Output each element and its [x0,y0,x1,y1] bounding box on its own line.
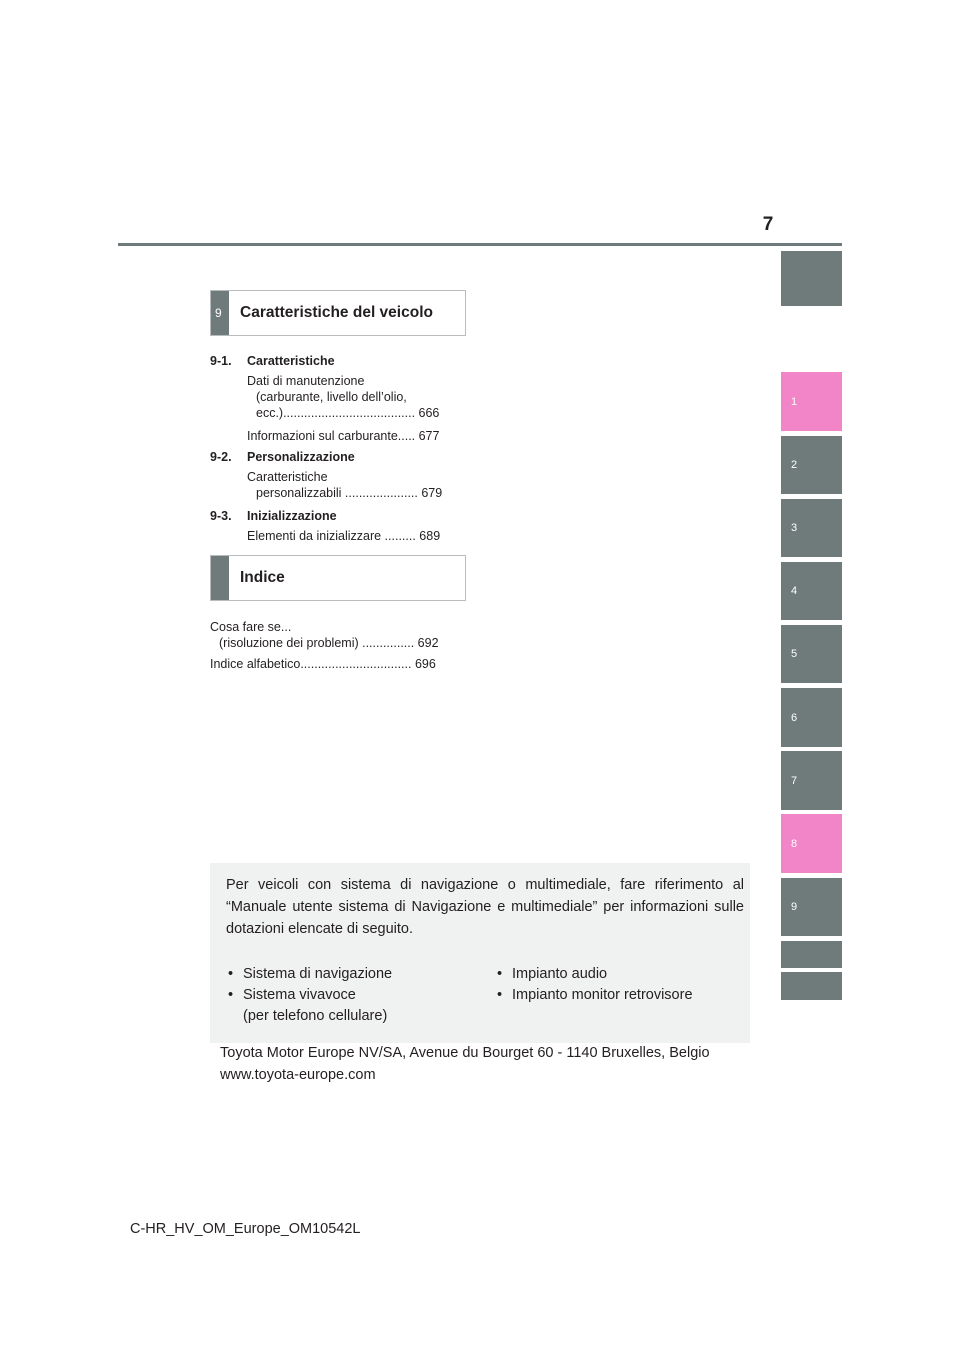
bullet-text: Impianto monitor retrovisore [512,987,693,1003]
toc-entry-line: Cosa fare se... [210,620,292,634]
toc-entry[interactable] [247,428,494,444]
subsection-number: 9-2. [210,450,232,464]
toc-entry-line: Caratteristiche [247,470,328,484]
toc-entry-line: personalizzabili ..................... 679 [256,486,443,500]
chapter-tab-label: 5 [791,648,798,660]
chapter-tab-label: 4 [791,585,798,597]
toc-entry-line: (carburante, livello dell’olio, [256,390,407,404]
chapter-tab-1[interactable] [781,372,842,431]
chapter-tab-label: 3 [791,522,798,534]
chapter-tab-8[interactable] [781,814,842,873]
subsection-title: Caratteristiche [247,354,335,368]
top-rule [118,243,842,246]
chapter-tab-7[interactable] [781,751,842,810]
section-title: Indice [240,569,285,586]
section-number-bar [211,556,229,600]
chapter-tab-6[interactable] [781,688,842,747]
toc-entry[interactable] [247,528,494,544]
toc-entry-line: Elementi da inizializzare ......... 689 [247,529,441,543]
chapter-tab-label: 1 [791,395,798,408]
publisher-address: Toyota Motor Europe NV/SA, Avenue du Bourget 60 - 1140 Bruxelles, Belgio [220,1045,710,1061]
chapter-tab-5[interactable] [781,625,842,683]
chapter-tab-extra-2[interactable] [781,972,842,1000]
subsection-title: Inizializzazione [247,509,337,523]
chapter-tab-9[interactable] [781,878,842,936]
bullet-text: Sistema vivavoce [243,987,356,1003]
page-number: 7 [762,214,774,235]
toc-entry[interactable] [247,469,494,501]
bullet-icon: • [497,987,503,1003]
toc-entry-line: Indice alfabetico................................ 696 [210,657,436,671]
section-header-indice [210,555,466,601]
info-box-text: Per veicoli con sistema di navigazione o multimediale, fare riferimento al “Manuale utente sistema di Navigazione e multimediale” per informazioni sulle dotazioni elencate di seguito. [226,877,744,937]
toc-entry-line: ecc.)...................................... 666 [256,406,440,420]
chapter-tab-current[interactable] [781,251,842,306]
toc-9-3-heading[interactable] [210,508,337,524]
chapter-tabs [781,0,842,1358]
chapter-tab-extra-1[interactable] [781,941,842,968]
multimedia-info-box [210,863,750,1043]
toc-entry-line: Informazioni sul carburante..... 677 [247,429,440,443]
toc-entry-line: (risoluzione dei problemi) ............... 692 [219,636,439,650]
toc-entry[interactable] [210,619,457,651]
subsection-number: 9-1. [210,354,232,368]
bullet-text: Impianto audio [512,966,608,982]
bullet-item [497,985,693,1006]
subsection-title: Personalizzazione [247,450,355,464]
document-id: C-HR_HV_OM_Europe_OM10542L [130,1221,361,1237]
chapter-tab-label: 2 [791,459,798,471]
chapter-tab-3[interactable] [781,499,842,557]
bullet-continuation: (per telefono cellulare) [243,1008,388,1024]
publisher-website[interactable]: www.toyota-europe.com [220,1067,376,1083]
toc-entry[interactable] [247,373,494,421]
toc-entry-line: Dati di manutenzione [247,374,365,388]
bullet-icon: • [228,987,234,1003]
chapter-tab-label: 8 [791,837,798,850]
bullet-item [228,985,356,1006]
chapter-tab-label: 6 [791,711,798,724]
section-header-9 [210,290,466,336]
bullet-item [497,964,607,985]
chapter-tab-2[interactable] [781,436,842,494]
bullet-item [228,964,392,985]
toc-entry[interactable] [210,656,457,672]
chapter-tab-4[interactable] [781,562,842,620]
toc-9-2-heading[interactable] [210,449,355,465]
toc-9-1-heading[interactable] [210,353,335,369]
bullet-icon: • [228,966,234,982]
section-number-bar [211,291,229,335]
bullet-icon: • [497,966,503,982]
bullet-text: Sistema di navigazione [243,966,393,982]
chapter-tab-label: 9 [791,901,798,913]
chapter-tab-label: 7 [791,774,798,787]
subsection-number: 9-3. [210,509,232,523]
section-number: 9 [215,306,222,320]
section-title: Caratteristiche del veicolo [240,304,433,321]
